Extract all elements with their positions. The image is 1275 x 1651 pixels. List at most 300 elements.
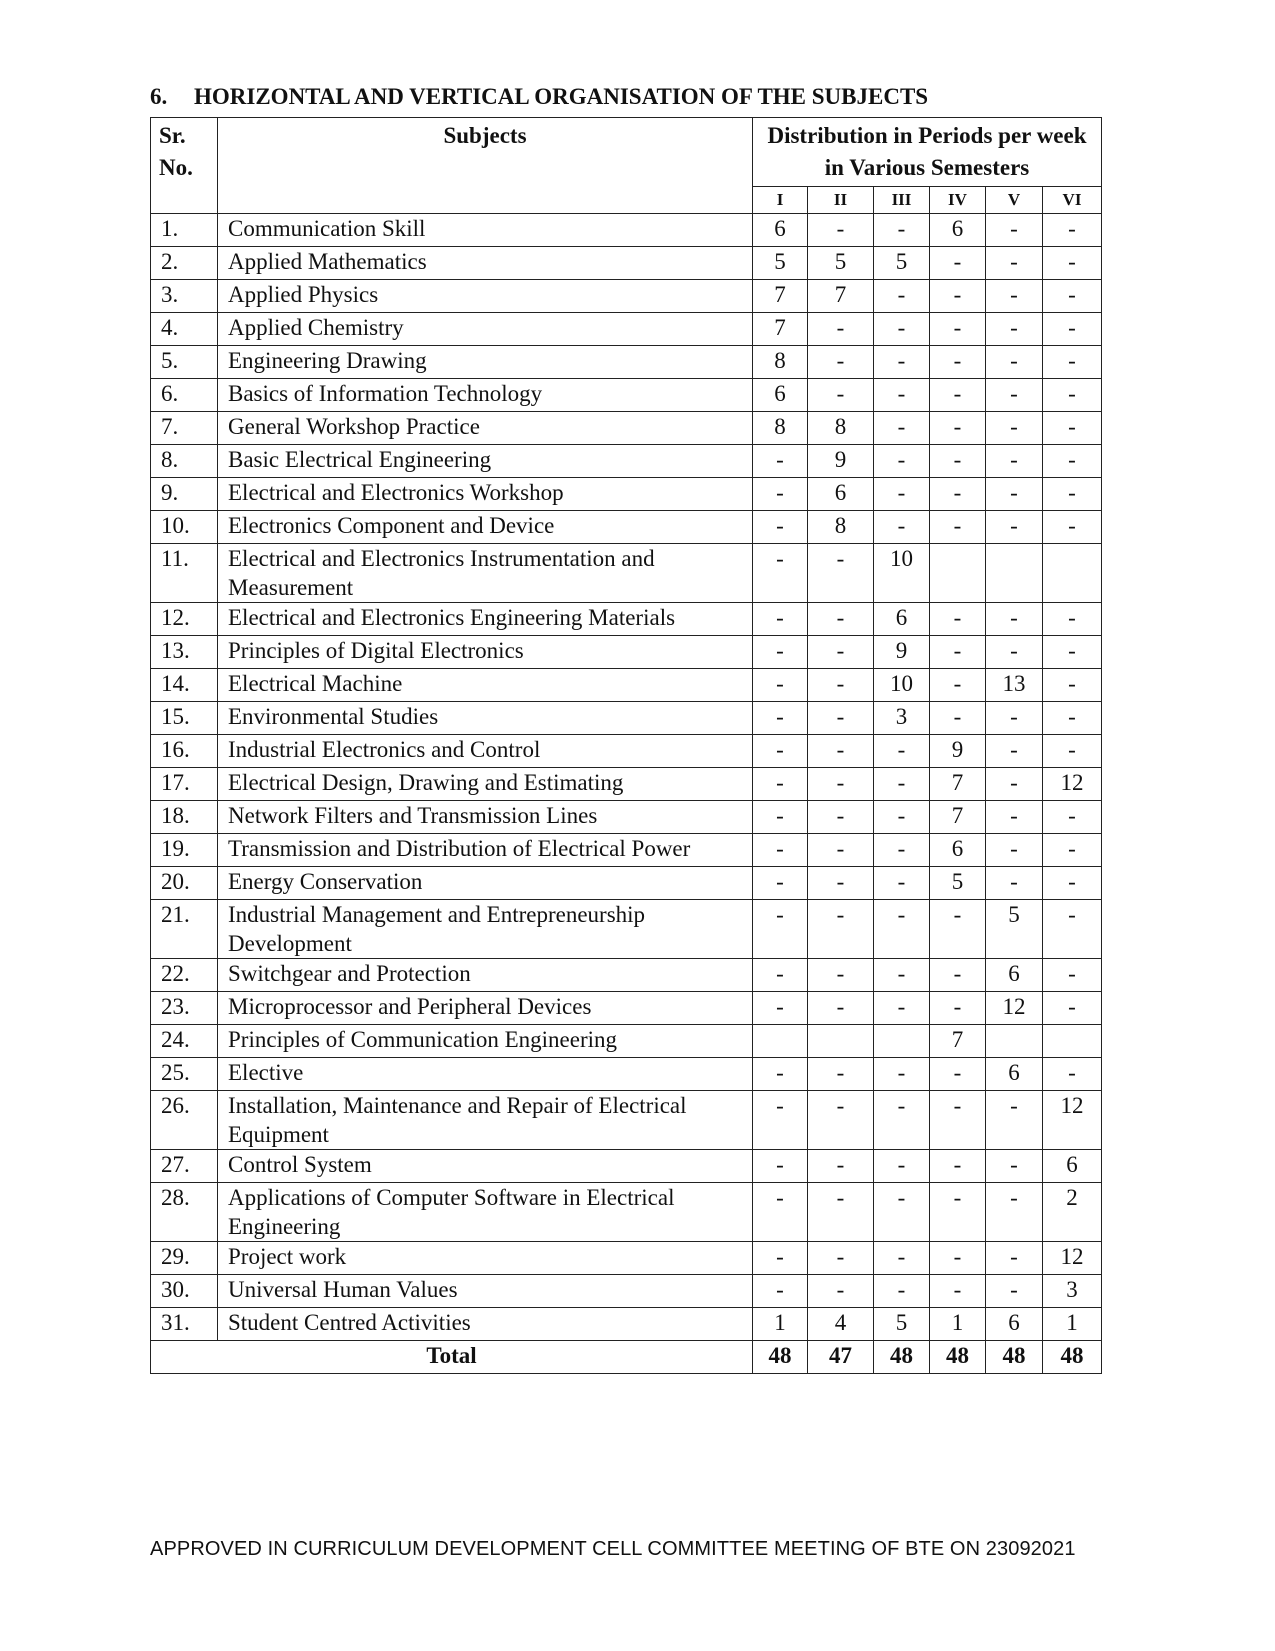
row-period-value: -: [753, 768, 808, 801]
row-period-value: -: [986, 801, 1043, 834]
row-period-value: -: [874, 992, 930, 1025]
row-period-value: 12: [1043, 768, 1102, 801]
row-period-value: -: [986, 636, 1043, 669]
row-sr-no: 20.: [151, 867, 218, 900]
row-period-value: -: [753, 834, 808, 867]
row-period-value: 5: [753, 247, 808, 280]
row-sr-no: 28.: [151, 1183, 218, 1242]
row-period-value: -: [930, 247, 986, 280]
table-row: [151, 346, 1102, 379]
row-sr-no: 26.: [151, 1091, 218, 1150]
row-period-value: -: [1043, 412, 1102, 445]
table-row: [151, 412, 1102, 445]
row-period-value: -: [753, 544, 808, 603]
row-period-value: -: [753, 867, 808, 900]
row-period-value: -: [930, 445, 986, 478]
table-row: [151, 603, 1102, 636]
row-period-value: -: [930, 478, 986, 511]
row-period-value: -: [874, 1150, 930, 1183]
row-period-value: -: [753, 445, 808, 478]
row-subject: Control System: [218, 1150, 753, 1183]
row-period-value: 5: [874, 247, 930, 280]
row-period-value: 6: [986, 1058, 1043, 1091]
row-sr-no: 7.: [151, 412, 218, 445]
row-period-value: -: [930, 702, 986, 735]
row-period-value: -: [986, 214, 1043, 247]
total-value: 48: [930, 1341, 986, 1374]
row-sr-no: 22.: [151, 959, 218, 992]
row-sr-no: 12.: [151, 603, 218, 636]
table-row: [151, 992, 1102, 1025]
row-period-value: -: [874, 214, 930, 247]
row-period-value: 5: [986, 900, 1043, 959]
row-period-value: -: [1043, 379, 1102, 412]
header-semester: VI: [1043, 187, 1102, 214]
row-subject: Electrical Machine: [218, 669, 753, 702]
table-row: [151, 379, 1102, 412]
row-period-value: -: [808, 702, 874, 735]
row-period-value: 7: [930, 768, 986, 801]
row-period-value: 9: [930, 735, 986, 768]
row-period-value: -: [1043, 834, 1102, 867]
row-period-value: -: [808, 900, 874, 959]
row-sr-no: 11.: [151, 544, 218, 603]
header-subjects: Subjects: [218, 118, 753, 214]
row-period-value: -: [874, 1183, 930, 1242]
row-sr-no: 1.: [151, 214, 218, 247]
row-period-value: -: [930, 280, 986, 313]
row-subject: Student Centred Activities: [218, 1308, 753, 1341]
row-period-value: 7: [753, 313, 808, 346]
row-period-value: -: [986, 603, 1043, 636]
row-sr-no: 10.: [151, 511, 218, 544]
row-period-value: 3: [874, 702, 930, 735]
row-subject: Communication Skill: [218, 214, 753, 247]
section-heading: [150, 84, 928, 110]
row-period-value: 7: [930, 801, 986, 834]
row-sr-no: 17.: [151, 768, 218, 801]
row-period-value: -: [1043, 478, 1102, 511]
row-period-value: -: [930, 1150, 986, 1183]
table-row: [151, 280, 1102, 313]
row-sr-no: 15.: [151, 702, 218, 735]
row-period-value: -: [808, 1058, 874, 1091]
row-period-value: 8: [753, 346, 808, 379]
row-period-value: -: [874, 1242, 930, 1275]
row-subject: Universal Human Values: [218, 1275, 753, 1308]
row-period-value: 7: [808, 280, 874, 313]
table-row: [151, 511, 1102, 544]
row-subject: Network Filters and Transmission Lines: [218, 801, 753, 834]
row-period-value: 5: [808, 247, 874, 280]
row-period-value: -: [930, 313, 986, 346]
row-period-value: 6: [930, 834, 986, 867]
row-period-value: -: [986, 735, 1043, 768]
row-period-value: -: [1043, 214, 1102, 247]
table-row: [151, 834, 1102, 867]
table-row: [151, 1275, 1102, 1308]
section-number: 6.: [150, 84, 168, 109]
row-period-value: -: [986, 867, 1043, 900]
row-period-value: -: [1043, 669, 1102, 702]
row-period-value: -: [986, 1242, 1043, 1275]
row-period-value: -: [1043, 1058, 1102, 1091]
row-period-value: -: [930, 900, 986, 959]
row-sr-no: 21.: [151, 900, 218, 959]
row-subject: Energy Conservation: [218, 867, 753, 900]
total-value: 48: [874, 1341, 930, 1374]
row-period-value: -: [986, 1150, 1043, 1183]
row-subject: General Workshop Practice: [218, 412, 753, 445]
row-sr-no: 2.: [151, 247, 218, 280]
row-period-value: -: [930, 346, 986, 379]
row-period-value: -: [1043, 702, 1102, 735]
row-period-value: -: [986, 1091, 1043, 1150]
row-period-value: -: [1043, 867, 1102, 900]
row-period-value: -: [874, 1058, 930, 1091]
row-period-value: -: [874, 478, 930, 511]
row-period-value: -: [1043, 603, 1102, 636]
table-row: [151, 1025, 1102, 1058]
row-period-value: -: [808, 867, 874, 900]
row-period-value: -: [874, 511, 930, 544]
row-subject: Electrical and Electronics Engineering Materials: [218, 603, 753, 636]
row-period-value: -: [1043, 511, 1102, 544]
row-sr-no: 3.: [151, 280, 218, 313]
row-period-value: -: [1043, 801, 1102, 834]
table-row: [151, 1058, 1102, 1091]
header-sr-no: Sr. No.: [151, 118, 218, 214]
row-subject: Applied Mathematics: [218, 247, 753, 280]
total-row: [151, 1341, 1102, 1374]
row-period-value: -: [986, 379, 1043, 412]
row-period-value: -: [753, 636, 808, 669]
row-period-value: -: [930, 992, 986, 1025]
table-row: [151, 1091, 1102, 1150]
header-semester: III: [874, 187, 930, 214]
row-period-value: -: [874, 867, 930, 900]
row-period-value: -: [874, 801, 930, 834]
row-sr-no: 23.: [151, 992, 218, 1025]
row-period-value: -: [753, 669, 808, 702]
row-sr-no: 13.: [151, 636, 218, 669]
row-period-value: -: [986, 834, 1043, 867]
row-period-value: -: [753, 900, 808, 959]
row-sr-no: 6.: [151, 379, 218, 412]
row-subject: Installation, Maintenance and Repair of Electrical Equipment: [218, 1091, 753, 1150]
row-period-value: -: [753, 1183, 808, 1242]
row-period-value: -: [930, 1058, 986, 1091]
row-period-value: 12: [1043, 1242, 1102, 1275]
row-period-value: -: [930, 959, 986, 992]
row-subject: Transmission and Distribution of Electrical Power: [218, 834, 753, 867]
row-subject: Electrical and Electronics Instrumentation and Measurement: [218, 544, 753, 603]
row-period-value: 8: [753, 412, 808, 445]
row-period-value: -: [808, 735, 874, 768]
table-row: [151, 445, 1102, 478]
row-period-value: -: [1043, 959, 1102, 992]
row-period-value: [1043, 1025, 1102, 1058]
row-period-value: -: [930, 636, 986, 669]
row-period-value: -: [874, 346, 930, 379]
row-period-value: -: [930, 412, 986, 445]
row-period-value: -: [808, 214, 874, 247]
table-row: [151, 735, 1102, 768]
total-label: Total: [151, 1341, 753, 1374]
row-period-value: 6: [874, 603, 930, 636]
row-sr-no: 25.: [151, 1058, 218, 1091]
row-period-value: [986, 544, 1043, 603]
row-period-value: -: [874, 735, 930, 768]
row-period-value: 6: [986, 959, 1043, 992]
row-period-value: -: [808, 544, 874, 603]
row-period-value: -: [986, 702, 1043, 735]
row-period-value: -: [808, 1183, 874, 1242]
row-period-value: -: [930, 511, 986, 544]
table-row: [151, 214, 1102, 247]
row-period-value: [874, 1025, 930, 1058]
row-sr-no: 27.: [151, 1150, 218, 1183]
row-period-value: -: [874, 834, 930, 867]
row-period-value: 6: [986, 1308, 1043, 1341]
row-period-value: 1: [1043, 1308, 1102, 1341]
row-sr-no: 31.: [151, 1308, 218, 1341]
row-period-value: -: [808, 959, 874, 992]
row-period-value: -: [753, 992, 808, 1025]
row-period-value: -: [1043, 313, 1102, 346]
row-subject: Principles of Communication Engineering: [218, 1025, 753, 1058]
row-period-value: 1: [930, 1308, 986, 1341]
row-period-value: -: [930, 1242, 986, 1275]
total-value: 48: [1043, 1341, 1102, 1374]
table-row: [151, 478, 1102, 511]
row-period-value: -: [753, 1150, 808, 1183]
row-subject: Applied Chemistry: [218, 313, 753, 346]
row-period-value: 6: [930, 214, 986, 247]
table-row: [151, 544, 1102, 603]
row-sr-no: 14.: [151, 669, 218, 702]
row-period-value: 6: [1043, 1150, 1102, 1183]
row-period-value: 6: [808, 478, 874, 511]
row-period-value: 10: [874, 669, 930, 702]
row-period-value: -: [808, 834, 874, 867]
table-row: [151, 801, 1102, 834]
row-period-value: 1: [753, 1308, 808, 1341]
row-period-value: 10: [874, 544, 930, 603]
row-period-value: -: [753, 511, 808, 544]
table-row: [151, 702, 1102, 735]
row-period-value: -: [874, 768, 930, 801]
row-subject: Microprocessor and Peripheral Devices: [218, 992, 753, 1025]
row-period-value: -: [808, 1275, 874, 1308]
row-period-value: -: [753, 702, 808, 735]
table-row: [151, 867, 1102, 900]
row-period-value: -: [930, 1183, 986, 1242]
row-sr-no: 4.: [151, 313, 218, 346]
row-period-value: -: [874, 379, 930, 412]
row-period-value: -: [874, 412, 930, 445]
row-period-value: -: [930, 603, 986, 636]
table-body: [151, 214, 1102, 1374]
table-row: [151, 247, 1102, 280]
row-period-value: 9: [808, 445, 874, 478]
row-period-value: 6: [753, 379, 808, 412]
row-period-value: 7: [753, 280, 808, 313]
row-subject: Electrical and Electronics Workshop: [218, 478, 753, 511]
row-period-value: -: [808, 992, 874, 1025]
row-period-value: -: [753, 735, 808, 768]
row-period-value: -: [808, 313, 874, 346]
table-row: [151, 1242, 1102, 1275]
row-period-value: -: [753, 478, 808, 511]
row-period-value: 8: [808, 511, 874, 544]
row-period-value: -: [986, 1275, 1043, 1308]
row-period-value: -: [1043, 445, 1102, 478]
row-period-value: -: [808, 1150, 874, 1183]
row-sr-no: 19.: [151, 834, 218, 867]
row-period-value: -: [753, 1242, 808, 1275]
row-subject: Principles of Digital Electronics: [218, 636, 753, 669]
table-row: [151, 1150, 1102, 1183]
row-period-value: 5: [874, 1308, 930, 1341]
table-row: [151, 768, 1102, 801]
approval-footer: APPROVED IN CURRICULUM DEVELOPMENT CELL COMMITTEE MEETING OF BTE ON 23092021: [150, 1538, 1076, 1560]
row-period-value: -: [808, 603, 874, 636]
row-sr-no: 30.: [151, 1275, 218, 1308]
row-period-value: -: [808, 379, 874, 412]
row-period-value: 12: [1043, 1091, 1102, 1150]
row-period-value: 8: [808, 412, 874, 445]
row-period-value: -: [1043, 346, 1102, 379]
row-period-value: -: [753, 1058, 808, 1091]
row-sr-no: 16.: [151, 735, 218, 768]
total-value: 48: [986, 1341, 1043, 1374]
row-period-value: -: [808, 768, 874, 801]
table-row: [151, 313, 1102, 346]
row-period-value: -: [986, 313, 1043, 346]
row-period-value: -: [986, 768, 1043, 801]
row-period-value: -: [1043, 280, 1102, 313]
table-row: [151, 1308, 1102, 1341]
table-row: [151, 959, 1102, 992]
row-period-value: -: [986, 445, 1043, 478]
row-period-value: -: [1043, 636, 1102, 669]
subjects-table: [150, 117, 1102, 1374]
row-subject: Electronics Component and Device: [218, 511, 753, 544]
row-subject: Engineering Drawing: [218, 346, 753, 379]
row-period-value: -: [753, 959, 808, 992]
table-row: [151, 1183, 1102, 1242]
row-subject: Electrical Design, Drawing and Estimating: [218, 768, 753, 801]
row-period-value: -: [930, 1275, 986, 1308]
row-period-value: 4: [808, 1308, 874, 1341]
table-row: [151, 669, 1102, 702]
row-sr-no: 18.: [151, 801, 218, 834]
row-period-value: -: [874, 900, 930, 959]
row-period-value: 6: [753, 214, 808, 247]
row-period-value: 2: [1043, 1183, 1102, 1242]
row-period-value: -: [874, 1275, 930, 1308]
row-period-value: -: [874, 280, 930, 313]
row-period-value: -: [986, 346, 1043, 379]
section-title: HORIZONTAL AND VERTICAL ORGANISATION OF THE SUBJECTS: [194, 84, 929, 109]
row-period-value: -: [808, 1091, 874, 1150]
row-period-value: [753, 1025, 808, 1058]
row-subject: Environmental Studies: [218, 702, 753, 735]
header-semester: IV: [930, 187, 986, 214]
row-period-value: -: [930, 379, 986, 412]
row-subject: Industrial Electronics and Control: [218, 735, 753, 768]
row-period-value: -: [1043, 735, 1102, 768]
row-period-value: 5: [930, 867, 986, 900]
row-subject: Project work: [218, 1242, 753, 1275]
row-sr-no: 29.: [151, 1242, 218, 1275]
header-semester: V: [986, 187, 1043, 214]
row-period-value: 7: [930, 1025, 986, 1058]
row-subject: Applied Physics: [218, 280, 753, 313]
header-semester: II: [808, 187, 874, 214]
row-sr-no: 9.: [151, 478, 218, 511]
row-period-value: -: [986, 412, 1043, 445]
row-period-value: -: [874, 445, 930, 478]
row-sr-no: 5.: [151, 346, 218, 379]
row-period-value: -: [753, 1091, 808, 1150]
table-row: [151, 900, 1102, 959]
row-period-value: -: [753, 801, 808, 834]
row-period-value: -: [808, 346, 874, 379]
row-period-value: -: [986, 511, 1043, 544]
row-period-value: -: [986, 478, 1043, 511]
row-period-value: -: [808, 1242, 874, 1275]
row-period-value: -: [986, 1183, 1043, 1242]
row-period-value: 3: [1043, 1275, 1102, 1308]
row-period-value: -: [1043, 992, 1102, 1025]
row-subject: Basic Electrical Engineering: [218, 445, 753, 478]
row-period-value: [986, 1025, 1043, 1058]
row-period-value: -: [874, 313, 930, 346]
row-period-value: -: [753, 603, 808, 636]
row-period-value: -: [808, 669, 874, 702]
total-value: 47: [808, 1341, 874, 1374]
row-period-value: -: [808, 636, 874, 669]
total-value: 48: [753, 1341, 808, 1374]
row-sr-no: 8.: [151, 445, 218, 478]
row-period-value: -: [986, 247, 1043, 280]
row-period-value: [930, 544, 986, 603]
row-period-value: -: [753, 1275, 808, 1308]
row-period-value: -: [930, 669, 986, 702]
row-period-value: 13: [986, 669, 1043, 702]
row-subject: Switchgear and Protection: [218, 959, 753, 992]
row-period-value: -: [874, 1091, 930, 1150]
row-period-value: 9: [874, 636, 930, 669]
row-period-value: 12: [986, 992, 1043, 1025]
row-subject: Basics of Information Technology: [218, 379, 753, 412]
row-subject: Industrial Management and Entrepreneurship Development: [218, 900, 753, 959]
row-sr-no: 24.: [151, 1025, 218, 1058]
row-subject: Elective: [218, 1058, 753, 1091]
row-period-value: -: [1043, 900, 1102, 959]
row-subject: Applications of Computer Software in Electrical Engineering: [218, 1183, 753, 1242]
header-semester: I: [753, 187, 808, 214]
row-period-value: -: [986, 280, 1043, 313]
row-period-value: -: [874, 959, 930, 992]
row-period-value: [808, 1025, 874, 1058]
row-period-value: -: [1043, 247, 1102, 280]
header-distribution: Distribution in Periods per week in Various Semesters: [753, 118, 1102, 187]
row-period-value: -: [808, 801, 874, 834]
table-row: [151, 636, 1102, 669]
